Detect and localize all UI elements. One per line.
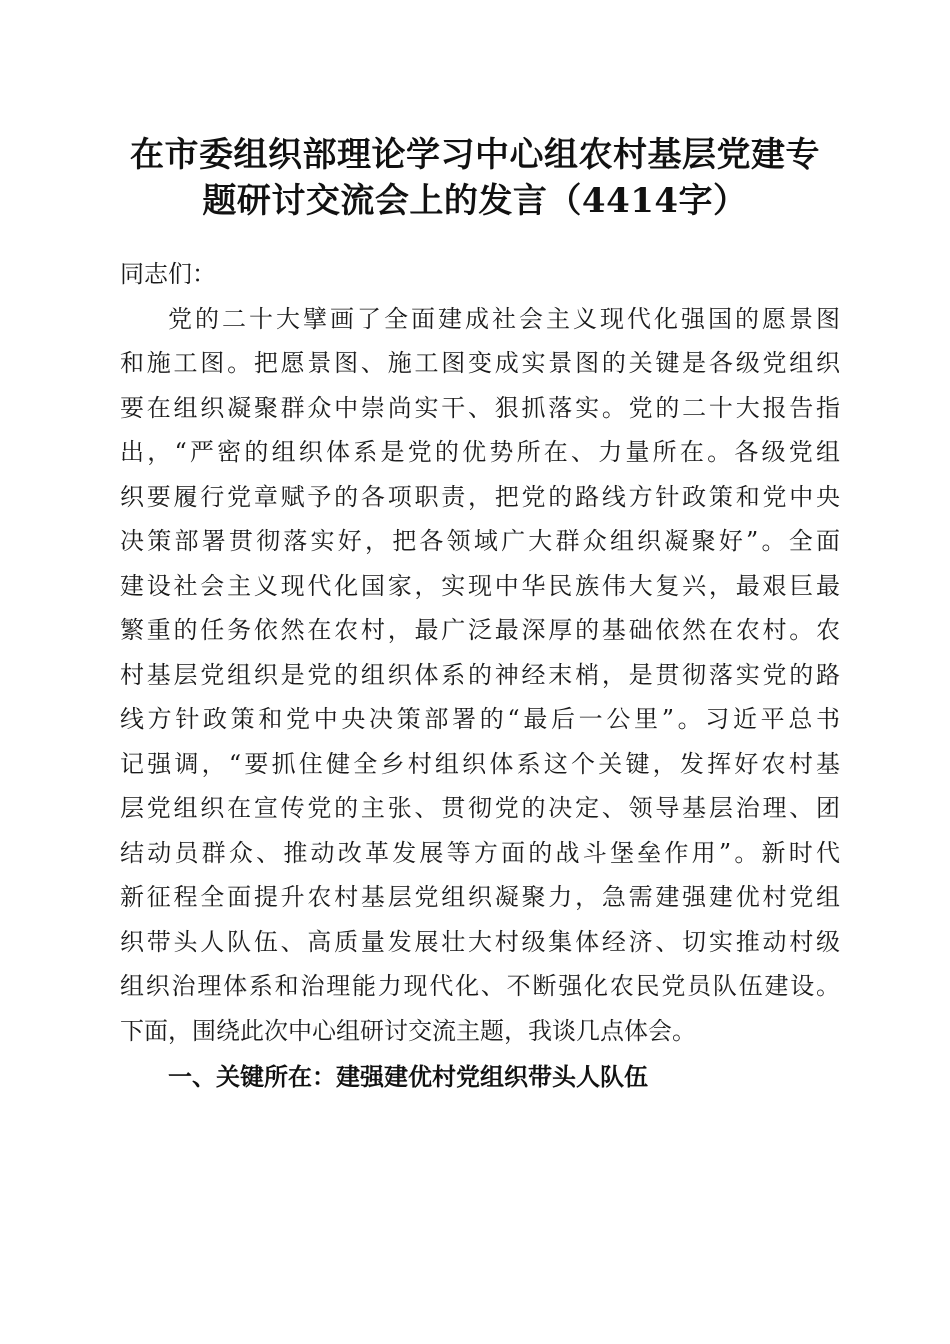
paragraph-line: 新征程全面提升农村基层党组织凝聚力，急需建强建优村党组 bbox=[120, 883, 840, 911]
paragraph-line: 要在组织凝聚群众中崇尚实干、狠抓落实。党的二十大报告指 bbox=[120, 393, 840, 422]
salutation: 同志们： bbox=[120, 260, 216, 288]
paragraph-line: 下面，围绕此次中心组研讨交流主题，我谈几点体会。 bbox=[120, 1016, 696, 1045]
document-body bbox=[120, 252, 840, 1100]
paragraph-line: 组织治理体系和治理能力现代化、不断强化农民党员队伍建设。 bbox=[120, 972, 840, 1000]
paragraph-line: 党的二十大擘画了全面建成社会主义现代化强国的愿景图 bbox=[168, 304, 840, 333]
paragraph-line: 出，“严密的组织体系是党的优势所在、力量所在。各级党组 bbox=[120, 438, 840, 466]
paragraph-line: 结动员群众、推动改革发展等方面的战斗堡垒作用”。新时代 bbox=[120, 838, 840, 867]
paragraph-line: 记强调，“要抓住健全乡村组织体系这个关键，发挥好农村基 bbox=[120, 749, 840, 778]
paragraph-line: 建设社会主义现代化国家，实现中华民族伟大复兴，最艰巨最 bbox=[120, 571, 840, 600]
paragraph-line: 村基层党组织是党的组织体系的神经末梢，是贯彻落实党的路 bbox=[120, 660, 840, 689]
document-title bbox=[60, 132, 890, 224]
paragraph-line: 决策部署贯彻落实好，把各领域广大群众组织凝聚好”。全面 bbox=[120, 527, 840, 555]
paragraph-line: 织要履行党章赋予的各项职责，把党的路线方针政策和党中央 bbox=[120, 482, 840, 511]
title-line-1: 在市委组织部理论学习中心组农村基层党建专 bbox=[130, 135, 820, 175]
title-line-2: 题研讨交流会上的发言（4414字） bbox=[202, 181, 748, 221]
section-heading: 一、关键所在：建强建优村党组织带头人队伍 bbox=[168, 1063, 648, 1091]
paragraph-line: 和施工图。把愿景图、施工图变成实景图的关键是各级党组织 bbox=[120, 349, 840, 377]
paragraph-line: 织带头人队伍、高质量发展壮大村级集体经济、切实推动村级 bbox=[120, 927, 840, 956]
paragraph-line: 线方针政策和党中央决策部署的“最后一公里”。习近平总书 bbox=[120, 705, 840, 733]
paragraph-line: 繁重的任务依然在农村，最广泛最深厚的基础依然在农村。农 bbox=[120, 616, 840, 644]
paragraph-line: 层党组织在宣传党的主张、贯彻党的决定、领导基层治理、团 bbox=[120, 794, 840, 822]
